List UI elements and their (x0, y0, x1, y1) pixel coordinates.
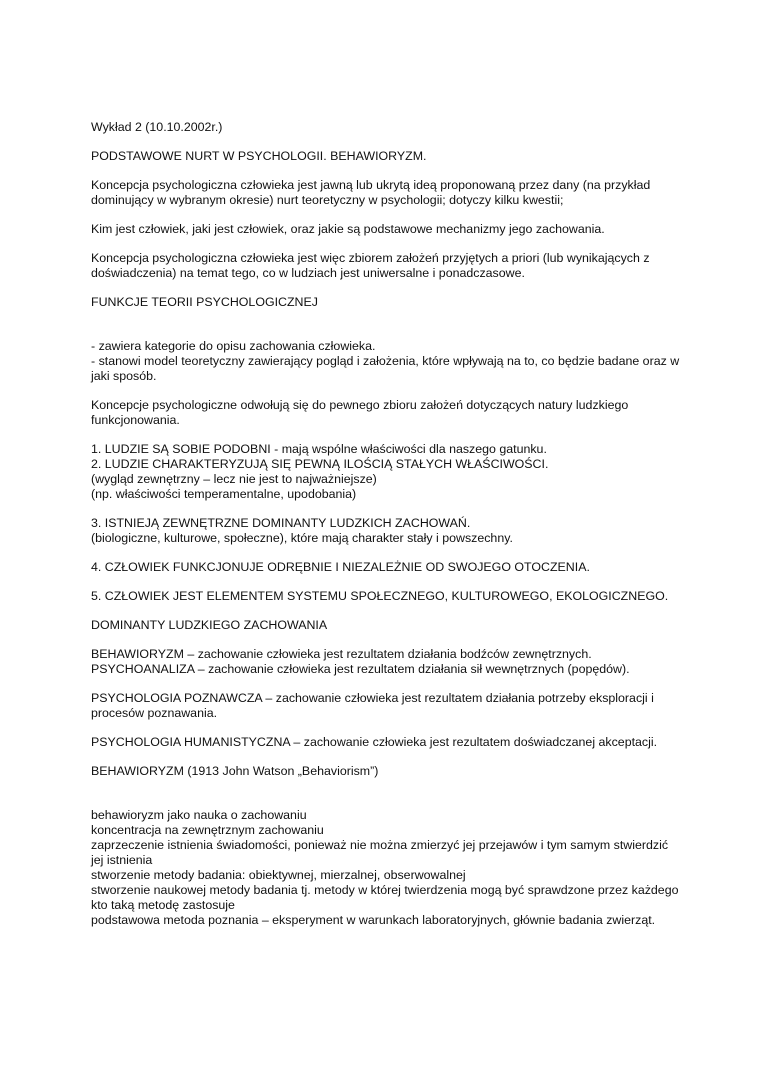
section-heading-functions: FUNKCJE TEORII PSYCHOLOGICZNEJ (91, 295, 318, 309)
assumption-5: 5. CZŁOWIEK JEST ELEMENTEM SYSTEMU SPOŁECZNEGO, KULTUROWEGO, EKOLOGICZNEGO. (91, 589, 669, 603)
list-item: behawioryzm jako nauka o zachowaniu (91, 808, 307, 822)
section-heading-behaviorism: BEHAWIORYZM (1913 John Watson „Behaviorism”) (91, 764, 379, 778)
dominant-cognitive: PSYCHOLOGIA POZNAWCZA – zachowanie człowieka jest rezultatem działania potrzeby eksploracji i procesów poznawania. (91, 691, 654, 720)
list-item: stworzenie naukowej metody badania tj. metody w której twierdzenia mogą być sprawdzone przez każdego kto taką metodę zastosuje (91, 883, 679, 912)
list-item: PSYCHOANALIZA – zachowanie człowieka jest rezultatem działania sił wewnętrznych (popędów). (91, 662, 630, 676)
list-item: zaprzeczenie istnienia świadomości, ponieważ nie można zmierzyć jej przejawów i tym samym stwierdzić jej istnienia (91, 838, 669, 867)
page-title: PODSTAWOWE NURT W PSYCHOLOGII. BEHAWIORYZM. (91, 149, 427, 163)
list-item: stworzenie metody badania: obiektywnej, mierzalnej, obserwowalnej (91, 868, 466, 882)
assumption-4: 4. CZŁOWIEK FUNKCJONUJE ODRĘBNIE I NIEZALEŻNIE OD SWOJEGO OTOCZENIA. (91, 560, 590, 574)
list-item: 1. LUDZIE SĄ SOBIE PODOBNI - mają wspólne właściwości dla naszego gatunku. (91, 442, 547, 456)
functions-list (91, 339, 681, 384)
assumptions-list-1-2 (91, 442, 681, 502)
paragraph-concept-assumptions: Koncepcja psychologiczna człowieka jest więc zbiorem założeń przyjętych a priori (lub wynikających z doświadczenia) na temat tego, co w ludziach jest uniwersalne i ponadczasowe. (91, 251, 650, 280)
list-item: koncentracja na zewnętrznym zachowaniu (91, 823, 324, 837)
lecture-header: Wykład 2 (10.10.2002r.) (91, 120, 223, 134)
list-item: (wygląd zewnętrzny – lecz nie jest to najważniejsze) (91, 472, 377, 486)
list-item: podstawowa metoda poznania – eksperyment w warunkach laboratoryjnych, głównie badania zwierząt. (91, 913, 656, 927)
paragraph-concept-definition: Koncepcja psychologiczna człowieka jest jawną lub ukrytą ideą proponowaną przez dany (na przykład dominujący w wybranym okresie) nurt teoretyczny w psychologii; dotyczy kilku kwestii; (91, 178, 651, 207)
list-item: 2. LUDZIE CHARAKTERYZUJĄ SIĘ PEWNĄ ILOŚCIĄ STAŁYCH WŁAŚCIWOŚCI. (91, 457, 549, 471)
list-item: (biologiczne, kulturowe, społeczne), które mają charakter stały i powszechny. (91, 531, 513, 545)
list-item: BEHAWIORYZM – zachowanie człowieka jest rezultatem działania bodźców zewnętrznych. (91, 647, 592, 661)
behaviorism-points-list (91, 808, 681, 928)
list-item: - zawiera kategorie do opisu zachowania człowieka. (91, 339, 376, 353)
paragraph-who-is-human: Kim jest człowiek, jaki jest człowiek, oraz jakie są podstawowe mechanizmy jego zachowania. (91, 222, 605, 236)
list-item: 3. ISTNIEJĄ ZEWNĘTRZNE DOMINANTY LUDZKICH ZACHOWAŃ. (91, 516, 471, 530)
list-item: - stanowi model teoretyczny zawierający pogląd i założenia, które wpływają na to, co będzie badane oraz w jaki sposób. (91, 354, 680, 383)
paragraph-concepts-refer: Koncepcje psychologiczne odwołują się do pewnego zbioru założeń dotyczących natury ludzkiego funkcjonowania. (91, 398, 629, 427)
document-body (91, 120, 681, 942)
assumption-3 (91, 516, 681, 546)
list-item: (np. właściwości temperamentalne, upodobania) (91, 487, 357, 501)
dominant-humanistic: PSYCHOLOGIA HUMANISTYCZNA – zachowanie człowieka jest rezultatem doświadczanej akceptacji. (91, 735, 658, 749)
dominants-behaviorism-psychoanalysis (91, 647, 681, 677)
section-heading-dominants: DOMINANTY LUDZKIEGO ZACHOWANIA (91, 618, 328, 632)
